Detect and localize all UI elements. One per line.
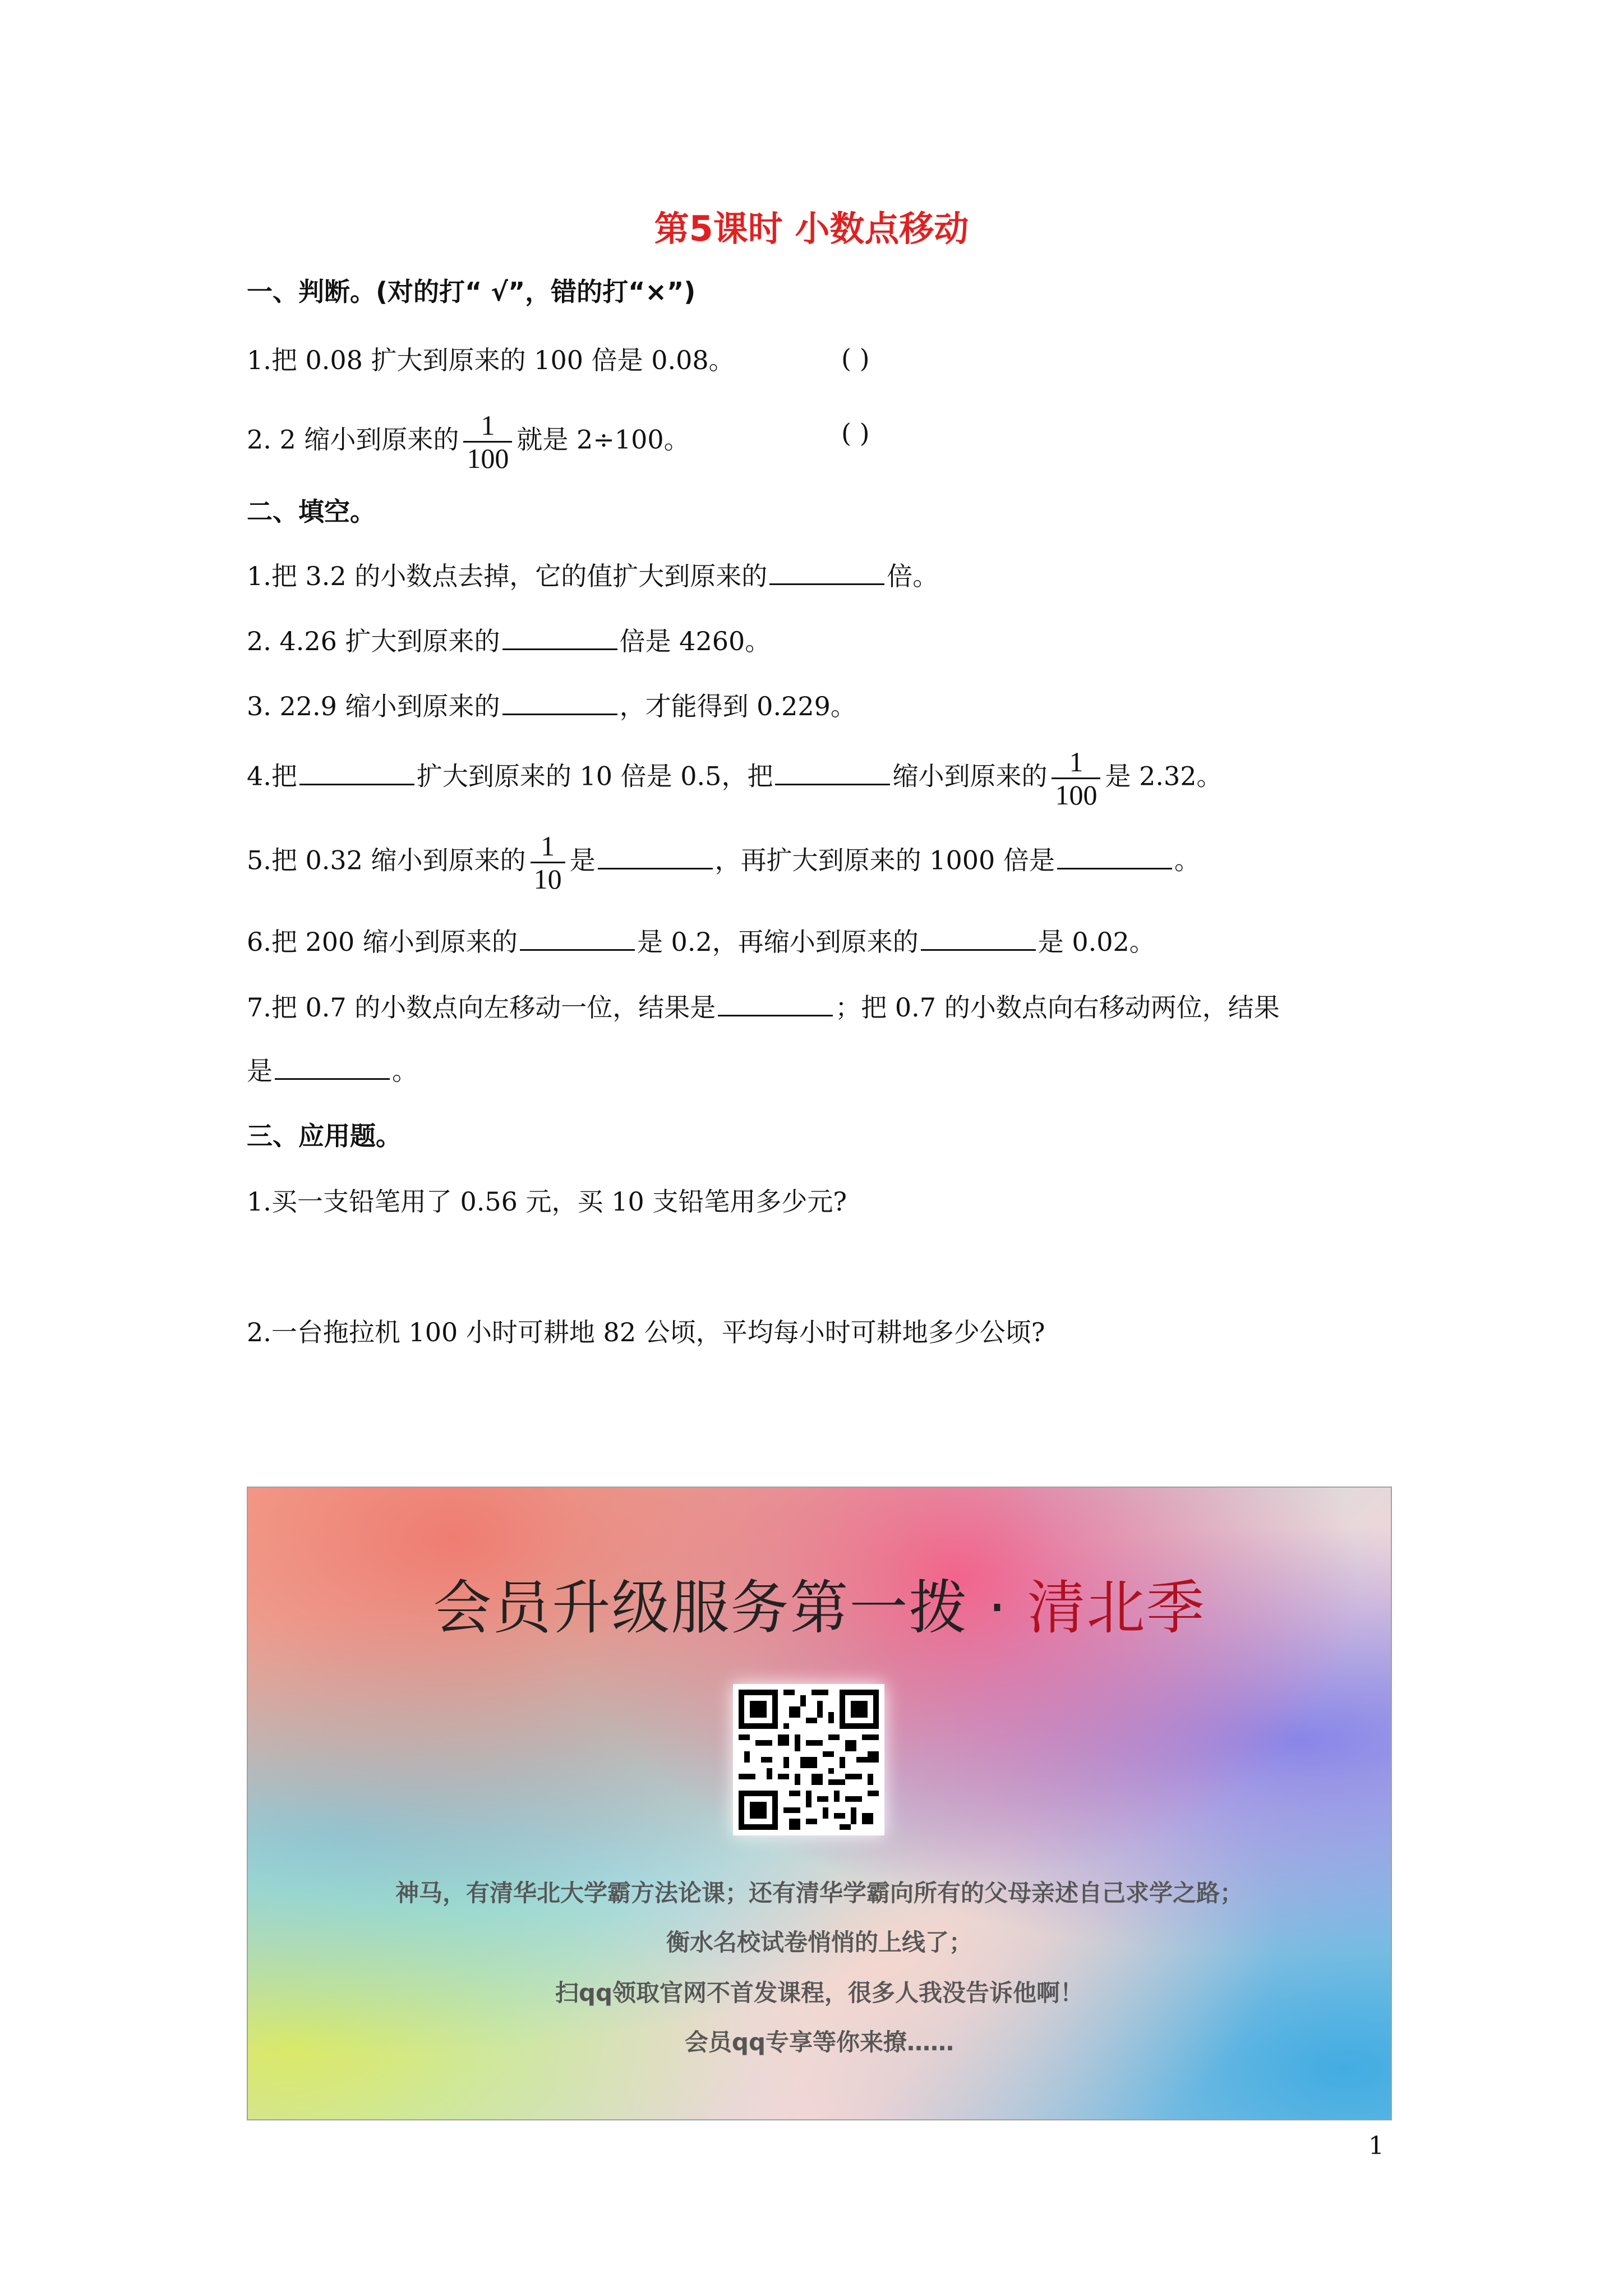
fill-question-5-text: 5.把 0.32 缩小到原来的 (247, 845, 526, 876)
fraction-numerator: 1 (541, 830, 555, 862)
banner-title (248, 1561, 1391, 1645)
answer-blank[interactable] (769, 559, 884, 585)
section-3-heading: 三、应用题。 (247, 1121, 402, 1151)
fraction-1-100 (1052, 746, 1100, 811)
banner-line-1: 神马，有清华北大学霸方法论课；还有清华学霸向所有的父母亲述自己求学之路； (395, 1879, 1243, 1907)
fill-question-6-suffix: 是 0.02。 (1038, 927, 1155, 957)
fraction-1-100 (463, 409, 512, 474)
fill-question-1-suffix: 倍。 (887, 561, 939, 591)
fill-question-7-text: 7.把 0.7 的小数点向左移动一位，结果是 (247, 992, 716, 1023)
fill-question-4 (247, 746, 1223, 811)
answer-blank[interactable] (502, 689, 617, 715)
fill-question-4-text: 4.把 (247, 761, 297, 792)
page-title: 第5课时 小数点移动 (654, 208, 969, 249)
fill-question-7-middle: ；把 0.7 的小数点向右移动两位，结果 (835, 992, 1280, 1023)
fill-question-3-suffix: ，才能得到 0.229。 (619, 691, 856, 721)
answer-blank[interactable] (299, 759, 414, 785)
fill-question-4-suffix: 是 2.32。 (1105, 761, 1223, 792)
fill-question-2-suffix: 倍是 4260。 (619, 626, 771, 656)
section-1-heading: 一、判断。(对的打“ √”，错的打“×”) (247, 277, 696, 307)
judge-question-2-text: 2. 2 缩小到原来的 (247, 424, 459, 455)
fill-question-7 (247, 990, 1280, 1024)
fill-question-5-suffix: 。 (1174, 845, 1200, 876)
judge-question-2-suffix: 就是 2÷100。 (517, 424, 690, 455)
judge-question-1: 1.把 0.08 扩大到原来的 100 倍是 0.08。 (247, 345, 735, 375)
fill-question-6-text: 6.把 200 缩小到原来的 (247, 927, 518, 957)
judge-question-2 (247, 409, 690, 474)
answer-parenthesis-2: ( ) (841, 418, 870, 448)
fill-question-7-suffix: 。 (392, 1056, 418, 1086)
fill-question-1 (247, 559, 938, 593)
answer-blank[interactable] (520, 924, 635, 951)
word-problem-2: 2.一台拖拉机 100 小时可耕地 82 公顷，平均每小时可耕地多少公顷? (247, 1317, 1045, 1347)
banner-title-main: 会员升级服务第一拨 · (433, 1573, 1027, 1642)
fill-question-2 (247, 624, 771, 658)
fraction-1-10 (531, 830, 565, 895)
fill-question-1-text: 1.把 3.2 的小数点去掉，它的值扩大到原来的 (247, 561, 768, 591)
banner-line-3: 扫qq领取官网不首发课程，很多人我没告诉他啊！ (555, 1979, 1084, 2007)
banner-title-highlight: 清北季 (1027, 1573, 1206, 1642)
fill-question-7-continued (247, 1053, 418, 1088)
banner-line-4: 会员qq专享等你来撩…… (684, 2028, 955, 2056)
fill-question-3 (247, 689, 856, 723)
answer-blank[interactable] (502, 624, 617, 650)
fill-question-4-middle-2: 缩小到原来的 (892, 761, 1048, 792)
section-2-heading: 二、填空。 (247, 496, 376, 527)
word-problem-1: 1.买一支铅笔用了 0.56 元，买 10 支铅笔用多少元? (247, 1186, 847, 1217)
answer-blank[interactable] (775, 759, 890, 785)
promo-banner[interactable] (247, 1487, 1392, 2120)
answer-blank[interactable] (718, 990, 833, 1016)
fill-question-2-text: 2. 4.26 扩大到原来的 (247, 626, 500, 656)
fill-question-4-middle: 扩大到原来的 10 倍是 0.5，把 (416, 761, 773, 792)
fraction-denominator: 100 (463, 441, 512, 474)
answer-blank[interactable] (921, 924, 1036, 951)
fraction-numerator: 1 (1069, 746, 1083, 777)
fill-question-5-middle-2: ，再扩大到原来的 1000 倍是 (714, 845, 1055, 876)
qr-code-icon[interactable] (733, 1684, 884, 1835)
answer-blank[interactable] (275, 1053, 390, 1080)
banner-line-2: 衡水名校试卷悄悄的上线了； (666, 1929, 972, 1956)
page-number: 1 (1368, 2132, 1384, 2160)
answer-blank[interactable] (598, 843, 713, 869)
answer-parenthesis-1: ( ) (841, 343, 870, 374)
fraction-denominator: 100 (1052, 777, 1100, 811)
fill-question-6-middle: 是 0.2，再缩小到原来的 (637, 927, 919, 957)
fraction-denominator: 10 (531, 862, 565, 895)
answer-blank[interactable] (1057, 843, 1172, 869)
fill-question-5 (247, 830, 1200, 895)
fill-question-6 (247, 924, 1155, 959)
fill-question-5-middle: 是 (569, 845, 596, 876)
fill-question-7-continued-text: 是 (247, 1056, 273, 1086)
fill-question-3-text: 3. 22.9 缩小到原来的 (247, 691, 500, 721)
fraction-numerator: 1 (481, 409, 495, 441)
